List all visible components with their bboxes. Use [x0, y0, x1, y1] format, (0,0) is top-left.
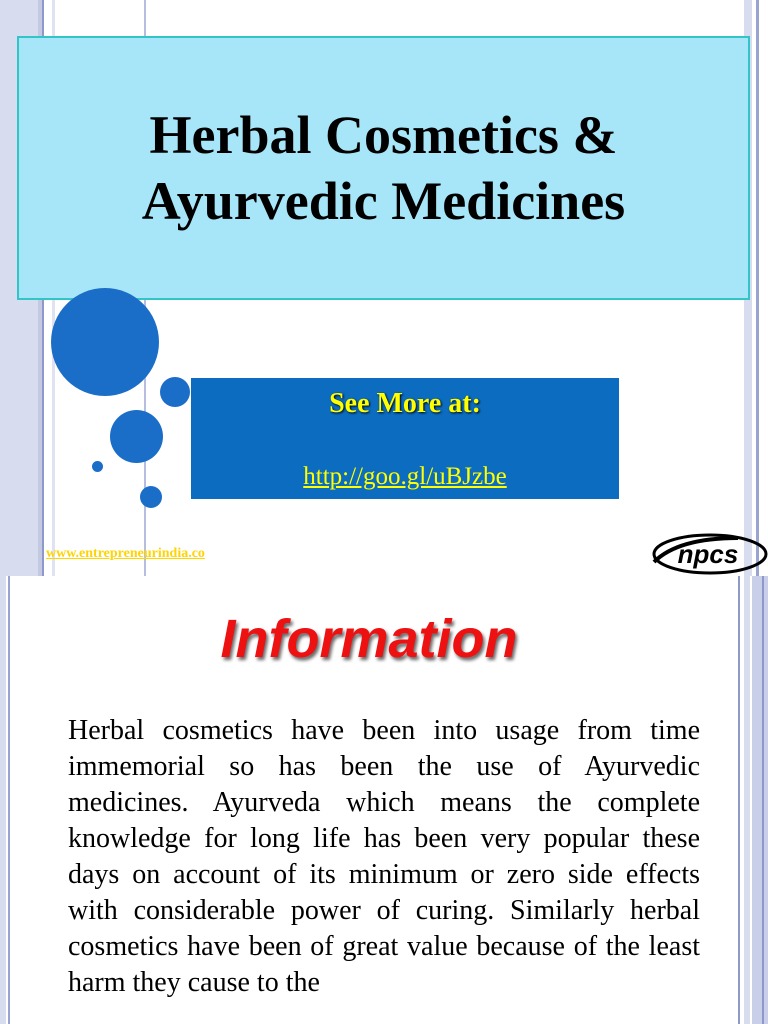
see-more-box — [191, 378, 619, 499]
decorative-circle — [110, 410, 163, 463]
decorative-circle — [160, 377, 190, 407]
information-body: Herbal cosmetics have been into usage from time immemorial so has been the use of Ayurvedic medicines. Ayurveda which means the complete knowledge for long life has been very popular these days on account of its minimum or zero side effects with considerable power of curing. Similarly herbal cosmetics have been of great value because of the least harm they cause to the — [68, 715, 700, 998]
title-line-1: Herbal Cosmetics & — [149, 105, 618, 165]
slide-information — [0, 576, 768, 1024]
decorative-stripe — [756, 0, 759, 576]
website-link[interactable]: www.entrepreneurindia.co — [46, 546, 205, 561]
decorative-stripe — [762, 576, 764, 1024]
npcs-logo — [648, 532, 768, 576]
decorative-stripe — [744, 576, 750, 1024]
decorative-circle — [92, 461, 103, 472]
logo-text: npcs — [677, 539, 739, 569]
decorative-stripe — [752, 576, 768, 1024]
see-more-label: See More at: — [329, 388, 481, 419]
information-heading: Information — [220, 609, 518, 669]
decorative-circle — [140, 486, 162, 508]
decorative-circle — [51, 288, 159, 396]
more-info-link[interactable]: http://goo.gl/uBJzbe — [303, 463, 507, 490]
decorative-stripe — [738, 576, 740, 1024]
title-line-2: Ayurvedic Medicines — [141, 171, 626, 231]
title-box — [17, 36, 750, 300]
